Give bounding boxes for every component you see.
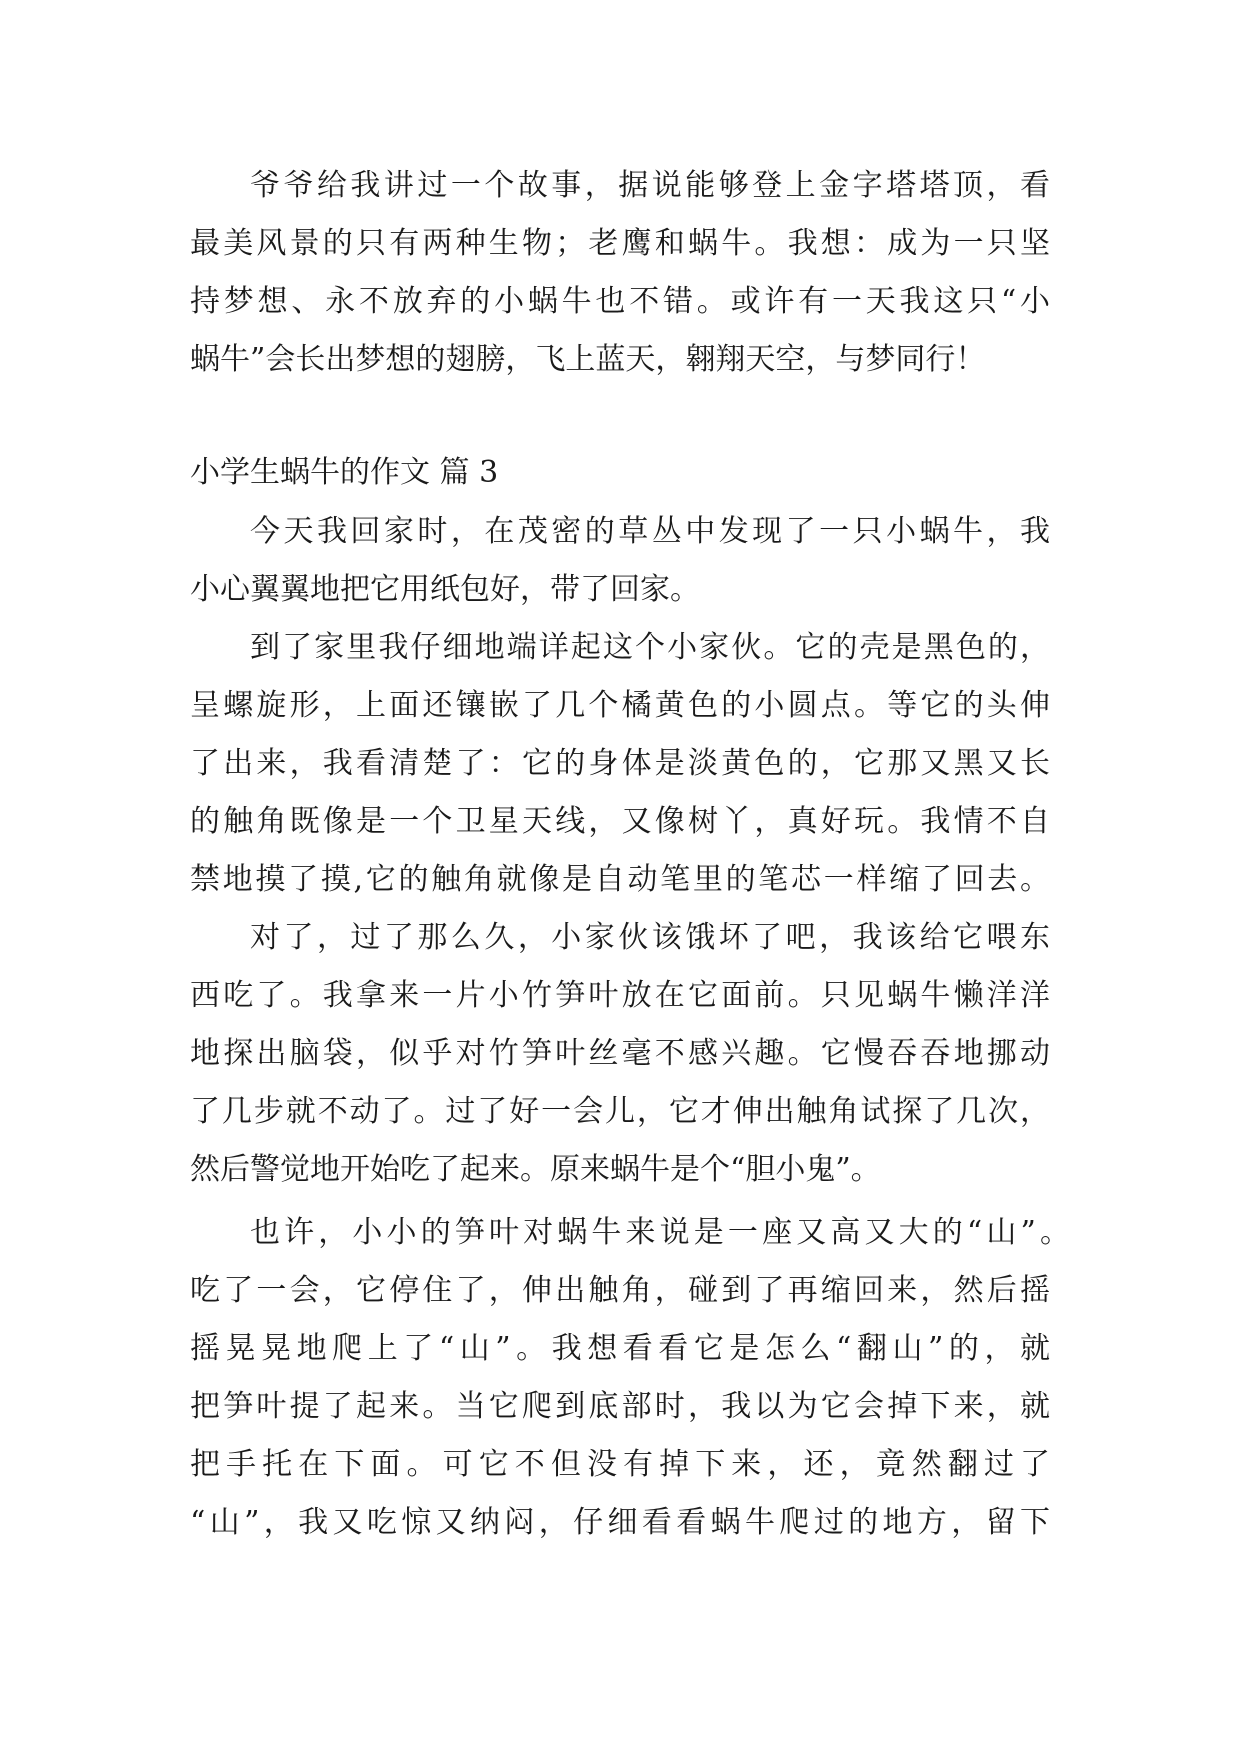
paragraph-4-line-1: 对了，过了那么久，小家伙该饿坏了吧，我该给它喂东	[250, 920, 1050, 955]
paragraph-4-line-3: 地探出脑袋，似乎对竹笋叶丝毫不感兴趣。它慢吞吞地挪动	[190, 1036, 1050, 1071]
paragraph-2-line-1: 今天我回家时，在茂密的草丛中发现了一只小蜗牛，我	[250, 514, 1050, 549]
paragraph-1-line-3: 持梦想、永不放弃的小蜗牛也不错。或许有一天我这只“小	[190, 284, 1050, 319]
paragraph-5-line-2: 吃了一会，它停住了，伸出触角，碰到了再缩回来，然后摇	[190, 1273, 1050, 1308]
paragraph-1-line-2: 最美风景的只有两种生物；老鹰和蜗牛。我想：成为一只坚	[190, 226, 1050, 261]
paragraph-3-line-5: 禁地摸了摸,它的触角就像是自动笔里的笔芯一样缩了回去。	[190, 862, 1050, 897]
paragraph-3-line-4: 的触角既像是一个卫星天线，又像树丫，真好玩。我情不自	[190, 804, 1050, 839]
section-title: 小学生蜗牛的作文 篇 3	[190, 455, 499, 490]
paragraph-5-line-5: 把手托在下面。可它不但没有掉下来，还，竟然翻过了	[190, 1447, 1050, 1482]
paragraph-1-line-4: 蜗牛”会长出梦想的翅膀，飞上蓝天，翱翔天空，与梦同行！	[190, 342, 986, 377]
paragraph-2-line-2: 小心翼翼地把它用纸包好，带了回家。	[190, 572, 700, 607]
paragraph-4-line-4: 了几步就不动了。过了好一会儿，它才伸出触角试探了几次，	[190, 1094, 1050, 1129]
paragraph-5-line-3: 摇晃晃地爬上了“山”。我想看看它是怎么“翻山”的，就	[190, 1331, 1050, 1366]
paragraph-3-line-3: 了出来，我看清楚了：它的身体是淡黄色的，它那又黑又长	[190, 746, 1050, 781]
paragraph-3-line-1: 到了家里我仔细地端详起这个小家伙。它的壳是黑色的，	[250, 630, 1050, 665]
paragraph-5-line-6: “山”，我又吃惊又纳闷，仔细看看蜗牛爬过的地方，留下	[190, 1505, 1050, 1540]
paragraph-4-line-5: 然后警觉地开始吃了起来。原来蜗牛是个“胆小鬼”。	[190, 1152, 881, 1187]
paragraph-3-line-2: 呈螺旋形，上面还镶嵌了几个橘黄色的小圆点。等它的头伸	[190, 688, 1050, 723]
paragraph-5-line-4: 把笋叶提了起来。当它爬到底部时，我以为它会掉下来，就	[190, 1389, 1050, 1424]
paragraph-4-line-2: 西吃了。我拿来一片小竹笋叶放在它面前。只见蜗牛懒洋洋	[190, 978, 1050, 1013]
paragraph-5-line-1: 也许，小小的笋叶对蜗牛来说是一座又高又大的“山”。	[250, 1215, 1070, 1250]
paragraph-1-line-1: 爷爷给我讲过一个故事，据说能够登上金字塔塔顶，看	[250, 168, 1050, 203]
